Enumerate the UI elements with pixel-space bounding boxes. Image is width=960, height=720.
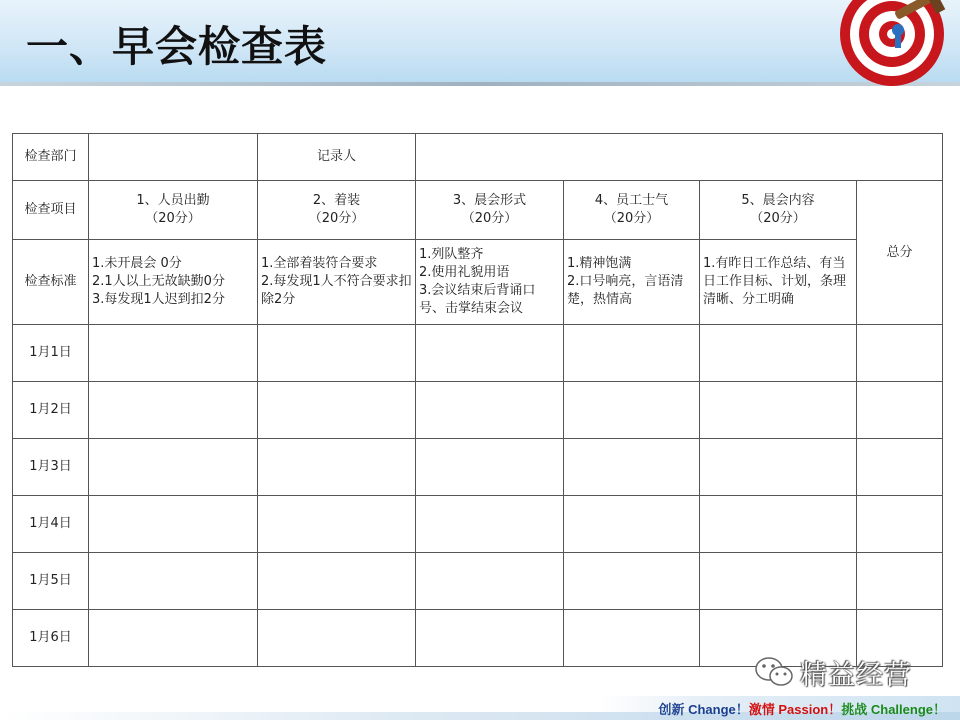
date-label: 1月3日 <box>13 439 89 496</box>
score-cell[interactable] <box>89 439 258 496</box>
recorder-label: 记录人 <box>258 134 416 181</box>
item-attendance <box>89 181 258 240</box>
standards-row <box>13 240 943 325</box>
footer-slogan <box>658 699 946 718</box>
standard-format <box>416 240 564 325</box>
score-cell[interactable] <box>416 325 564 382</box>
standard-line: 1.有昨日工作总结、有当日工作目标、计划，条理清晰、分工明确 <box>703 256 847 307</box>
score-cell[interactable] <box>700 439 857 496</box>
wechat-icon <box>754 655 794 689</box>
item-name: 2、着装 <box>312 193 361 208</box>
standard-attire <box>258 240 416 325</box>
slogan-part: 挑战 <box>841 702 871 717</box>
score-cell[interactable] <box>416 553 564 610</box>
watermark <box>754 652 912 692</box>
watermark-text: 精益经营 <box>800 659 912 691</box>
slogan-part: 激情 <box>748 702 779 717</box>
items-label: 检查项目 <box>13 181 89 240</box>
item-name: 1、人员出勤 <box>136 193 210 208</box>
standards-label: 检查标准 <box>13 240 89 325</box>
score-cell[interactable] <box>258 553 416 610</box>
standard-line: 3.每发现1人迟到扣2分 <box>92 292 225 307</box>
standard-line: 1.全部着装符合要求 <box>261 256 378 271</box>
score-cell[interactable] <box>700 382 857 439</box>
score-cell[interactable] <box>564 553 700 610</box>
date-label: 1月2日 <box>13 382 89 439</box>
score-cell[interactable] <box>564 610 700 667</box>
standard-line: 1.精神饱满 <box>567 256 632 271</box>
score-cell[interactable] <box>700 553 857 610</box>
score-cell[interactable] <box>258 610 416 667</box>
total-cell[interactable] <box>857 382 943 439</box>
score-cell[interactable] <box>416 610 564 667</box>
standard-attendance <box>89 240 258 325</box>
target-dart-icon <box>832 0 950 86</box>
score-cell[interactable] <box>416 439 564 496</box>
score-cell[interactable] <box>700 325 857 382</box>
total-cell[interactable] <box>857 496 943 553</box>
item-score: （20分） <box>145 211 201 226</box>
standard-line: 1.列队整齐 <box>419 247 484 262</box>
score-cell[interactable] <box>700 496 857 553</box>
score-cell[interactable] <box>258 382 416 439</box>
score-cell[interactable] <box>89 553 258 610</box>
date-label: 1月6日 <box>13 610 89 667</box>
item-content <box>700 181 857 240</box>
slogan-part: Challenge！ <box>870 702 946 717</box>
items-row <box>13 181 943 240</box>
total-cell[interactable] <box>857 553 943 610</box>
page-title: 一、早会检查表 <box>26 22 328 71</box>
standard-line: 3.会议结束后背诵口号、击掌结束会议 <box>419 283 536 316</box>
item-attire <box>258 181 416 240</box>
slogan-part: 创新 <box>658 702 689 717</box>
score-cell[interactable] <box>564 439 700 496</box>
date-row <box>13 553 943 610</box>
date-label: 1月4日 <box>13 496 89 553</box>
date-label: 1月5日 <box>13 553 89 610</box>
standard-line: 2.每发现1人不符合要求扣除2分 <box>261 274 412 307</box>
score-cell[interactable] <box>416 382 564 439</box>
date-row <box>13 439 943 496</box>
standard-content <box>700 240 857 325</box>
score-cell[interactable] <box>416 496 564 553</box>
department-field[interactable] <box>89 134 258 181</box>
standard-line: 2.使用礼貌用语 <box>419 265 510 280</box>
score-cell[interactable] <box>258 325 416 382</box>
header-divider <box>0 82 960 86</box>
score-cell[interactable] <box>89 325 258 382</box>
item-format <box>416 181 564 240</box>
score-cell[interactable] <box>564 382 700 439</box>
score-cell[interactable] <box>258 439 416 496</box>
score-cell[interactable] <box>564 496 700 553</box>
item-score: （20分） <box>603 211 660 226</box>
date-row <box>13 496 943 553</box>
slogan-part: Change！ <box>688 702 749 717</box>
item-name: 3、晨会形式 <box>452 193 527 208</box>
item-score: （20分） <box>461 211 518 226</box>
date-label: 1月1日 <box>13 325 89 382</box>
date-row <box>13 325 943 382</box>
standard-morale <box>564 240 700 325</box>
standard-line: 2.1人以上无故缺勤0分 <box>92 274 225 289</box>
item-score: （20分） <box>308 211 365 226</box>
score-cell[interactable] <box>89 382 258 439</box>
item-name: 5、晨会内容 <box>741 193 815 208</box>
item-name: 4、员工士气 <box>594 193 669 208</box>
slogan-part: Passion！ <box>778 702 842 717</box>
item-score: （20分） <box>750 211 806 226</box>
score-cell[interactable] <box>258 496 416 553</box>
date-row <box>13 382 943 439</box>
standard-line: 2.口号响亮，言语清楚，热情高 <box>567 274 684 307</box>
total-cell[interactable] <box>857 325 943 382</box>
department-row <box>13 134 943 181</box>
recorder-field[interactable] <box>416 134 943 181</box>
inspection-table <box>12 133 943 667</box>
total-score-header: 总分 <box>857 181 943 325</box>
score-cell[interactable] <box>564 325 700 382</box>
standard-line: 1.未开晨会 0分 <box>92 256 182 271</box>
item-morale <box>564 181 700 240</box>
score-cell[interactable] <box>89 610 258 667</box>
department-label: 检查部门 <box>13 134 89 181</box>
total-cell[interactable] <box>857 439 943 496</box>
score-cell[interactable] <box>89 496 258 553</box>
